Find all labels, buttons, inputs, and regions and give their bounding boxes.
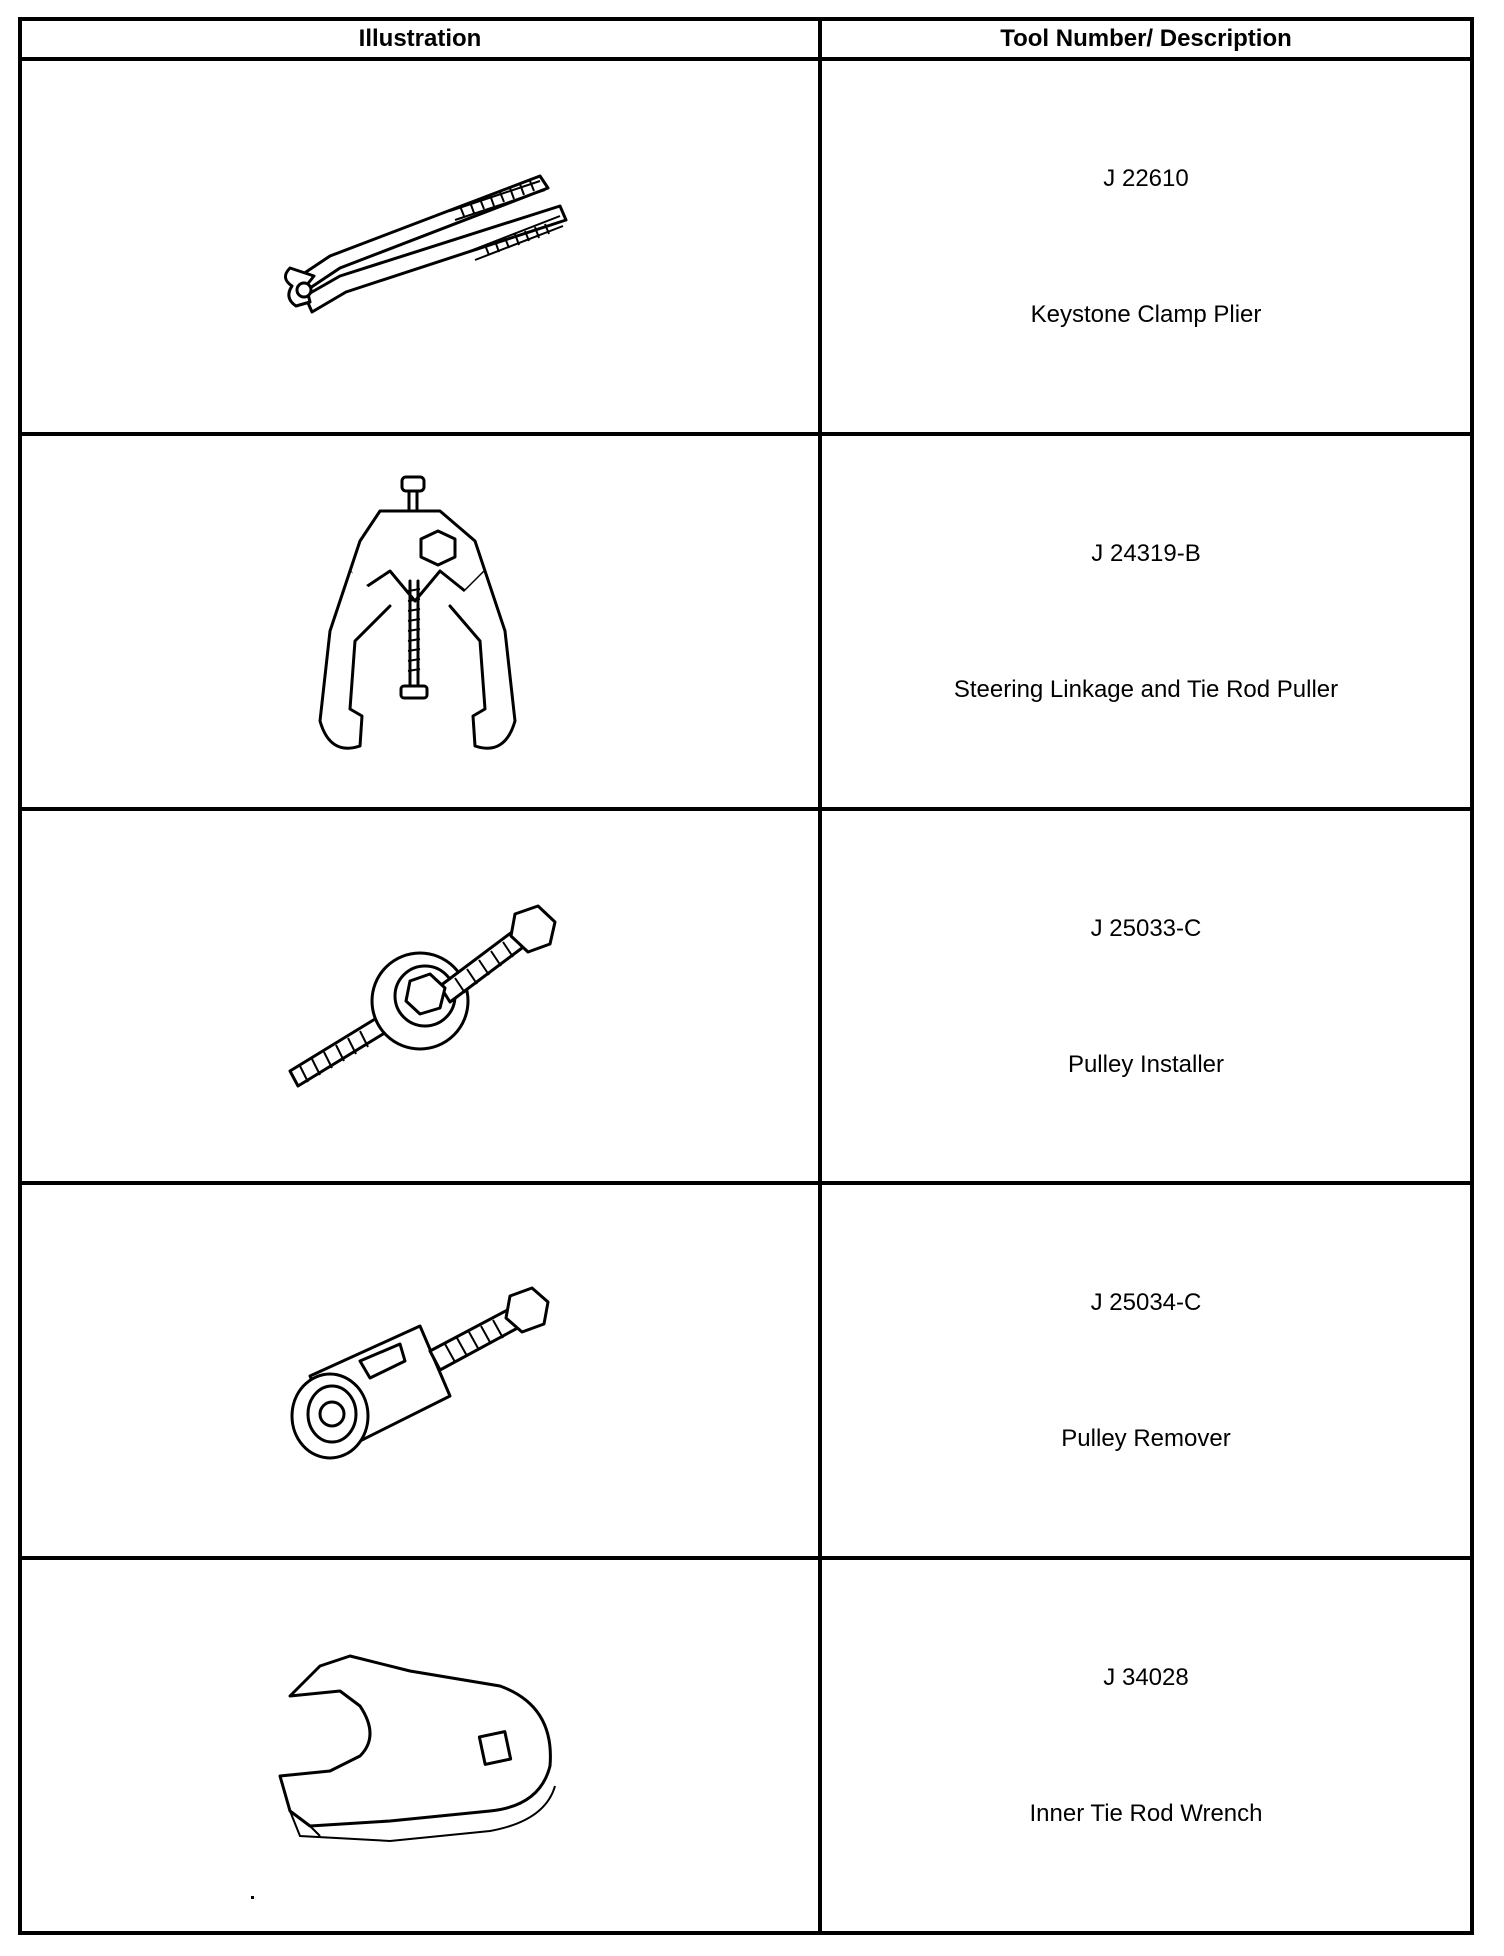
tool-description: Inner Tie Rod Wrench	[1029, 1800, 1263, 1828]
table-row	[20, 809, 1472, 1184]
tool-number: J 34028	[1103, 1664, 1189, 1692]
illustration-cell	[20, 1558, 820, 1933]
special-tools-table	[18, 17, 1474, 1935]
illustration-cell	[20, 809, 820, 1184]
tool-number: J 24319-B	[1091, 539, 1201, 567]
description-cell	[820, 1558, 1472, 1933]
tool-number: J 25033-C	[1090, 914, 1202, 942]
header-row	[20, 19, 1472, 59]
description-cell	[820, 59, 1472, 434]
illustration-cell	[20, 59, 820, 434]
tool-description: Pulley Installer	[1067, 1050, 1225, 1078]
description-cell	[820, 1183, 1472, 1558]
tie-rod-puller-illustration	[290, 471, 550, 771]
description-cell	[820, 809, 1472, 1184]
pulley-remover-illustration	[270, 1266, 570, 1476]
table-row	[20, 59, 1472, 434]
table-row	[20, 1558, 1472, 1933]
inner-tie-rod-wrench-illustration	[250, 1636, 590, 1856]
illustration-header: Illustration	[20, 19, 820, 59]
tool-description: Steering Linkage and Tie Rod Puller	[953, 675, 1339, 703]
illustration-cell	[20, 1183, 820, 1558]
illustration-cell	[20, 434, 820, 809]
tool-number: J 25034-C	[1090, 1289, 1202, 1317]
tool-number: J 22610	[1103, 165, 1189, 192]
tool-description: Keystone Clamp Plier	[1030, 301, 1262, 328]
keystone-clamp-plier-illustration	[270, 156, 570, 336]
pulley-installer-illustration	[270, 896, 570, 1096]
table-row	[20, 1183, 1472, 1558]
description-cell	[820, 434, 1472, 809]
table-row	[20, 434, 1472, 809]
tool-description: Pulley Remover	[1061, 1425, 1231, 1453]
stray-dot	[251, 1896, 254, 1899]
tool-description-header: Tool Number/ Description	[820, 19, 1472, 59]
